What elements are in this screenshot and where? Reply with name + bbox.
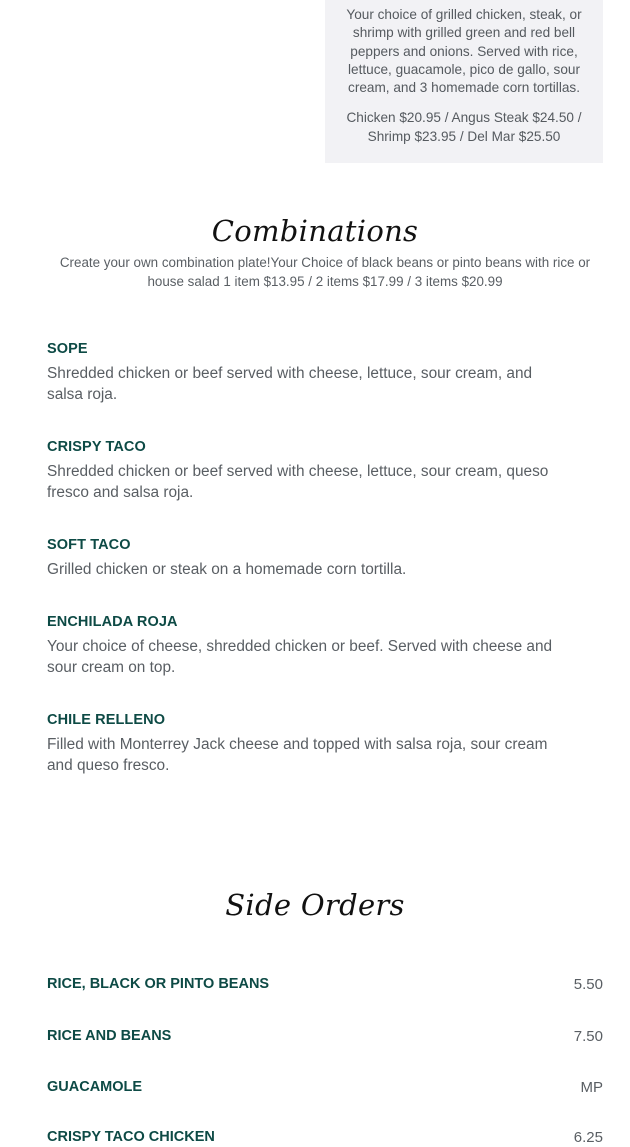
menu-item bbox=[47, 537, 557, 580]
menu-item-name: SOFT TACO bbox=[47, 537, 131, 553]
side-order-price: 6.25 bbox=[573, 1129, 603, 1146]
menu-item-description: Your choice of cheese, shredded chicken or beef. Served with cheese and sour cream on top. bbox=[47, 638, 553, 676]
menu-item-name: CHILE RELLENO bbox=[47, 712, 166, 728]
side-order-row bbox=[47, 1079, 603, 1096]
side-order-row bbox=[47, 976, 603, 993]
menu-item-name: ENCHILADA ROJA bbox=[47, 614, 178, 630]
menu-item bbox=[47, 712, 557, 776]
side-order-row bbox=[47, 1129, 603, 1146]
menu-item bbox=[47, 341, 557, 405]
menu-item-description: Shredded chicken or beef served with cheese, lettuce, sour cream, and salsa roja. bbox=[47, 365, 533, 403]
menu-item bbox=[47, 439, 557, 503]
side-order-price: 5.50 bbox=[573, 976, 603, 993]
side-order-row bbox=[47, 1028, 603, 1045]
side-order-price: 7.50 bbox=[573, 1028, 603, 1045]
menu-item-description: Grilled chicken or steak on a homemade corn tortilla. bbox=[47, 561, 407, 578]
side-order-name: RICE AND BEANS bbox=[47, 1028, 172, 1044]
menu-item-description: Filled with Monterrey Jack cheese and topped with salsa roja, sour cream and queso fresco. bbox=[47, 736, 548, 774]
menu-item-name: CRISPY TACO bbox=[47, 439, 146, 455]
side-order-price: MP bbox=[580, 1079, 603, 1096]
menu-item bbox=[47, 614, 557, 678]
combinations-subtitle: Create your own combination plate!Your Choice of black beans or pinto beans with rice or house salad 1 item $13.95 / 2 items $17.99 / 3 items $20.99 bbox=[59, 255, 591, 289]
menu-item-description: Shredded chicken or beef served with cheese, lettuce, sour cream, queso fresco and salsa roja. bbox=[47, 463, 549, 501]
side-order-name: RICE, BLACK OR PINTO BEANS bbox=[47, 976, 270, 992]
combinations-title: Combinations bbox=[211, 214, 419, 248]
side-order-name: CRISPY TACO CHICKEN bbox=[47, 1129, 215, 1145]
side-order-name: GUACAMOLE bbox=[47, 1079, 143, 1095]
side-orders-title: Side Orders bbox=[225, 888, 405, 922]
menu-item-name: SOPE bbox=[47, 341, 88, 357]
fajitas-description: Your choice of grilled chicken, steak, or shrimp with grilled green and red bell peppers and onions. Served with rice, lettuce, guacamole, pico de gallo, sour cream, and 3 homemade corn tortillas. bbox=[346, 7, 582, 96]
fajitas-prices: Chicken $20.95 / Angus Steak $24.50 / Shrimp $23.95 / Del Mar $25.50 bbox=[346, 110, 582, 144]
fajitas-card bbox=[325, 0, 603, 163]
